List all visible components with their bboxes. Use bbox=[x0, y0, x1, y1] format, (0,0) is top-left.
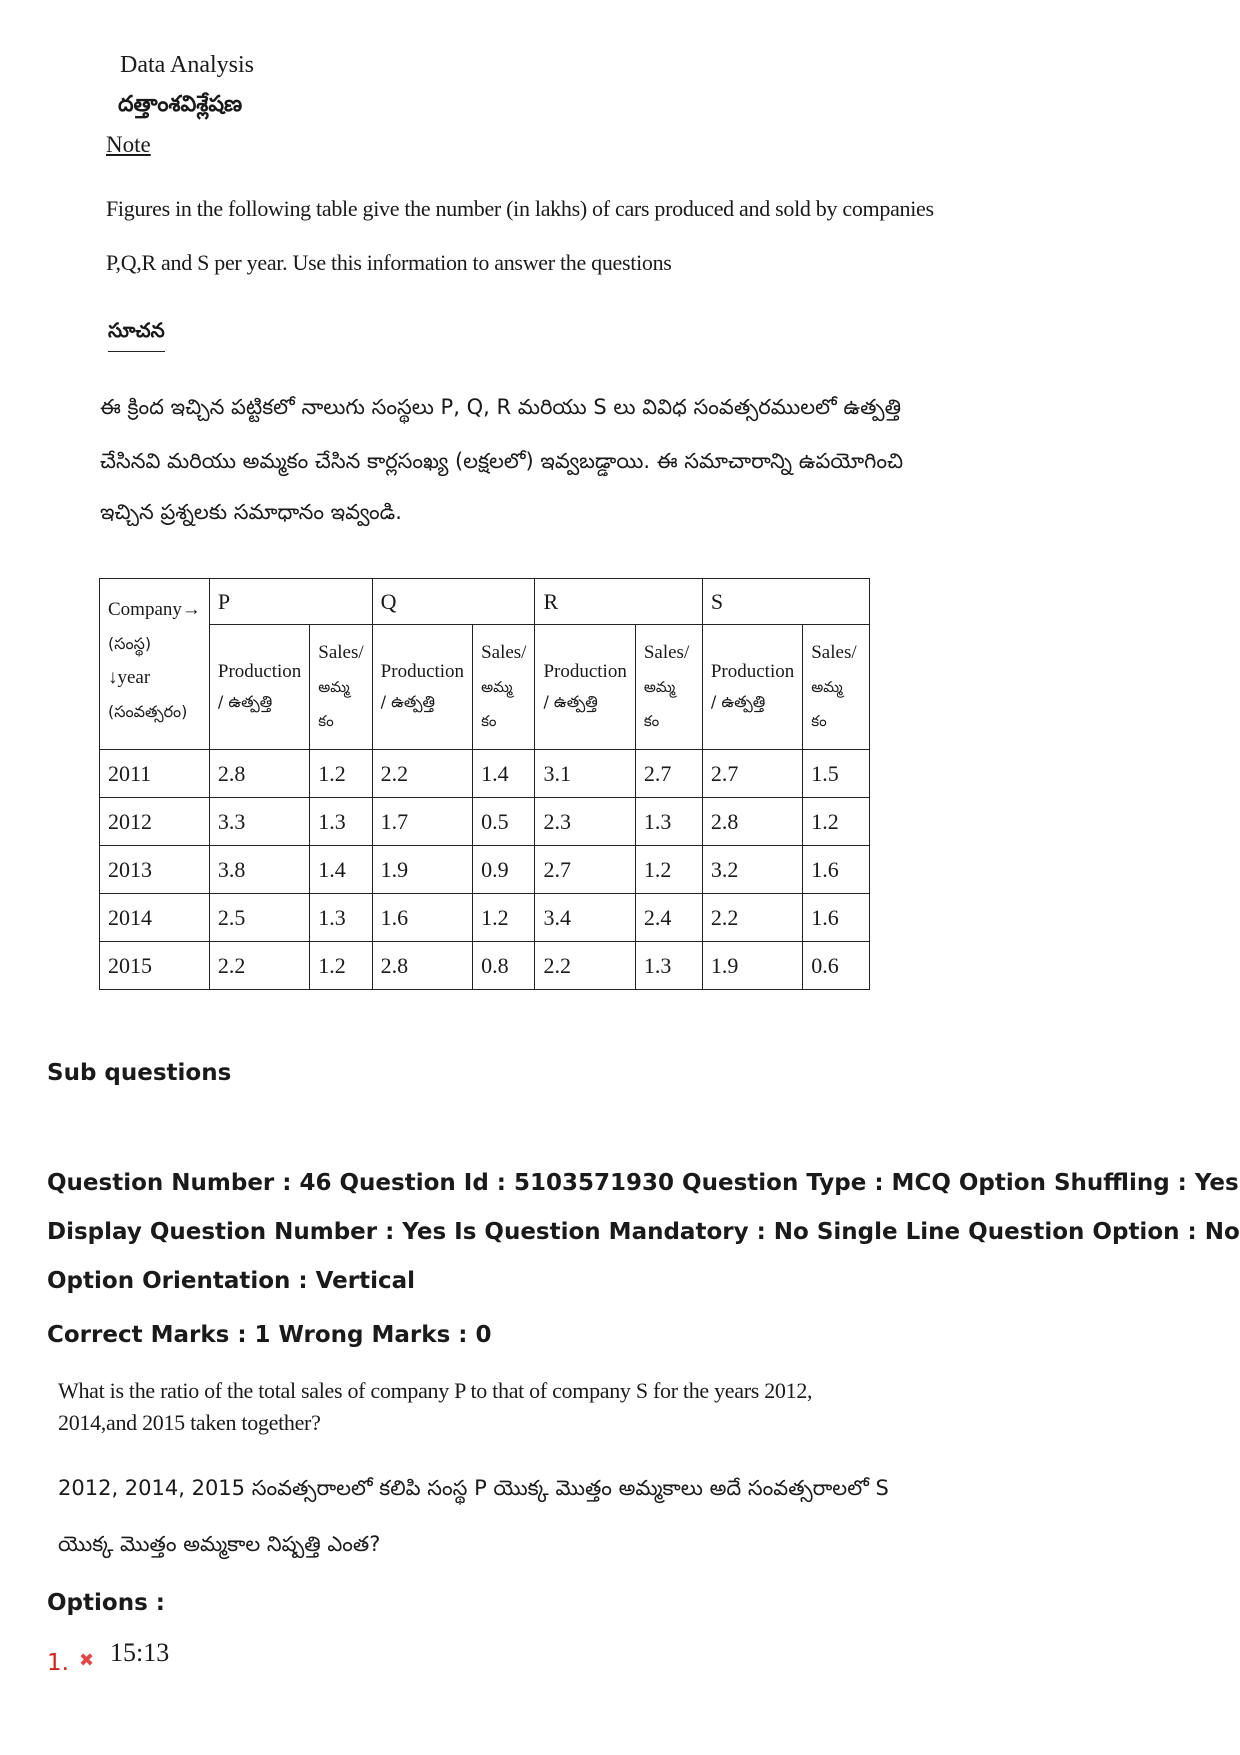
year-cell: 2015 bbox=[100, 942, 210, 990]
note-paragraph-en-line2: P,Q,R and S per year. Use this information to answer the questions bbox=[106, 250, 672, 275]
table-cell: 1.9 bbox=[372, 846, 472, 894]
company-header-s: S bbox=[702, 579, 869, 625]
table-cell: 3.8 bbox=[209, 846, 309, 894]
table-cell: 0.9 bbox=[473, 846, 535, 894]
question-text-te-line1: 2012, 2014, 2015 సంవత్సరాలలో కలిపి సంస్థ P యొక్క మొత్తం అమ్మకాలు అదే సంవత్సరాలలో S bbox=[58, 1476, 889, 1500]
table-cell: 1.3 bbox=[635, 942, 702, 990]
table-cell: 3.1 bbox=[535, 750, 635, 798]
table-cell: 3.2 bbox=[702, 846, 802, 894]
sales-header-q: Sales/ అమ్మ కం bbox=[473, 625, 535, 750]
sales-header-p: Sales/ అమ్మ కం bbox=[310, 625, 372, 750]
table-cell: 1.2 bbox=[803, 798, 870, 846]
corner-year-label: ↓year bbox=[108, 667, 151, 688]
table-cell: 2.8 bbox=[372, 942, 472, 990]
note-heading-en: Note bbox=[106, 132, 151, 157]
company-header-r: R bbox=[535, 579, 702, 625]
table-cell: 3.3 bbox=[209, 798, 309, 846]
table-cell: 1.3 bbox=[310, 894, 372, 942]
table-cell: 2.4 bbox=[635, 894, 702, 942]
table-cell: 1.7 bbox=[372, 798, 472, 846]
sales-header-s: Sales/ అమ్మ కం bbox=[803, 625, 870, 750]
table-cell: 0.5 bbox=[473, 798, 535, 846]
question-meta-line2: Display Question Number : Yes Is Question Mandatory : No Single Line Question Option : No bbox=[47, 1219, 1240, 1245]
table-cell: 2.7 bbox=[535, 846, 635, 894]
wrong-cross-icon: ✖ bbox=[79, 1650, 95, 1671]
production-header-q: Production / ఉత్పత్తి bbox=[372, 625, 472, 750]
table-cell: 2.8 bbox=[702, 798, 802, 846]
table-cell: 2.2 bbox=[209, 942, 309, 990]
year-cell: 2013 bbox=[100, 846, 210, 894]
table-cell: 1.2 bbox=[310, 942, 372, 990]
table-cell: 0.8 bbox=[473, 942, 535, 990]
note-paragraph-te-line1: ఈ క్రింద ఇచ్చిన పట్టికలో నాలుగు సంస్థలు P, Q, R మరియు S లు వివిధ సంవత్సరములలో ఉత్పత్తి bbox=[100, 395, 901, 419]
question-text-te-line2: యొక్క మొత్తం అమ్మకాల నిష్పత్తి ఎంత? bbox=[58, 1532, 381, 1556]
table-cell: 1.2 bbox=[310, 750, 372, 798]
production-header-r: Production / ఉత్పత్తి bbox=[535, 625, 635, 750]
table-row bbox=[100, 798, 870, 846]
table-header-row bbox=[100, 579, 870, 625]
table-cell: 0.6 bbox=[803, 942, 870, 990]
note-heading-te: సూచన bbox=[108, 318, 165, 352]
corner-year-label-te: (సంవత్సరం) bbox=[108, 702, 188, 721]
question-meta-line1: Question Number : 46 Question Id : 5103571930 Question Type : MCQ Option Shuffling : Yes bbox=[47, 1170, 1239, 1196]
table-cell: 1.6 bbox=[803, 894, 870, 942]
table-cell: 1.5 bbox=[803, 750, 870, 798]
production-header-p: Production / ఉత్పత్తి bbox=[209, 625, 309, 750]
corner-header-cell bbox=[100, 579, 210, 750]
production-header-s: Production / ఉత్పత్తి bbox=[702, 625, 802, 750]
year-cell: 2012 bbox=[100, 798, 210, 846]
note-paragraph-te-line2: చేసినవి మరియు అమ్మకం చేసిన కార్లసంఖ్య (లక్షలలో) ఇవ్వబడ్డాయి. ఈ సమాచారాన్ని ఉపయోగించి bbox=[100, 449, 904, 473]
table-row bbox=[100, 942, 870, 990]
table-cell: 1.6 bbox=[803, 846, 870, 894]
options-heading: Options : bbox=[47, 1590, 165, 1616]
table-cell: 1.4 bbox=[310, 846, 372, 894]
company-header-p: P bbox=[209, 579, 372, 625]
table-cell: 2.3 bbox=[535, 798, 635, 846]
table-cell: 2.8 bbox=[209, 750, 309, 798]
cars-data-table bbox=[99, 578, 870, 990]
table-cell: 1.2 bbox=[473, 894, 535, 942]
table-cell: 2.5 bbox=[209, 894, 309, 942]
title-en: Data Analysis bbox=[120, 52, 254, 78]
table-row bbox=[100, 750, 870, 798]
table-cell: 1.9 bbox=[702, 942, 802, 990]
sales-header-r: Sales/ అమ్మ కం bbox=[635, 625, 702, 750]
company-header-q: Q bbox=[372, 579, 535, 625]
table-cell: 2.2 bbox=[702, 894, 802, 942]
question-text-en-line1: What is the ratio of the total sales of company P to that of company S for the years 2012, bbox=[58, 1378, 813, 1403]
title-te: దత్తాంశవిశ్లేషణ bbox=[118, 92, 243, 117]
table-cell: 3.4 bbox=[535, 894, 635, 942]
corner-company-label-te: (సంస్థ) bbox=[108, 634, 152, 653]
table-cell: 1.3 bbox=[635, 798, 702, 846]
table-row bbox=[100, 894, 870, 942]
option-text: 15:13 bbox=[110, 1638, 170, 1667]
table-row bbox=[100, 846, 870, 894]
year-cell: 2011 bbox=[100, 750, 210, 798]
sub-questions-heading: Sub questions bbox=[47, 1060, 232, 1086]
table-subheader-row bbox=[100, 625, 870, 750]
table-cell: 2.2 bbox=[535, 942, 635, 990]
question-text-en-line2: 2014,and 2015 taken together? bbox=[58, 1410, 321, 1435]
table-cell: 2.7 bbox=[635, 750, 702, 798]
table-cell: 1.6 bbox=[372, 894, 472, 942]
note-paragraph-en-line1: Figures in the following table give the number (in lakhs) of cars produced and sold by companies bbox=[106, 196, 934, 221]
question-meta-line3: Option Orientation : Vertical bbox=[47, 1268, 416, 1294]
table-cell: 1.2 bbox=[635, 846, 702, 894]
option-number: 1. bbox=[47, 1650, 69, 1676]
note-paragraph-te-line3: ఇచ్చిన ప్రశ్నలకు సమాధానం ఇవ్వండి. bbox=[100, 500, 402, 524]
question-marks: Correct Marks : 1 Wrong Marks : 0 bbox=[47, 1322, 492, 1348]
table-cell: 1.3 bbox=[310, 798, 372, 846]
table-cell: 1.4 bbox=[473, 750, 535, 798]
table-cell: 2.7 bbox=[702, 750, 802, 798]
corner-company-label: Company→ bbox=[108, 599, 201, 620]
table-cell: 2.2 bbox=[372, 750, 472, 798]
year-cell: 2014 bbox=[100, 894, 210, 942]
